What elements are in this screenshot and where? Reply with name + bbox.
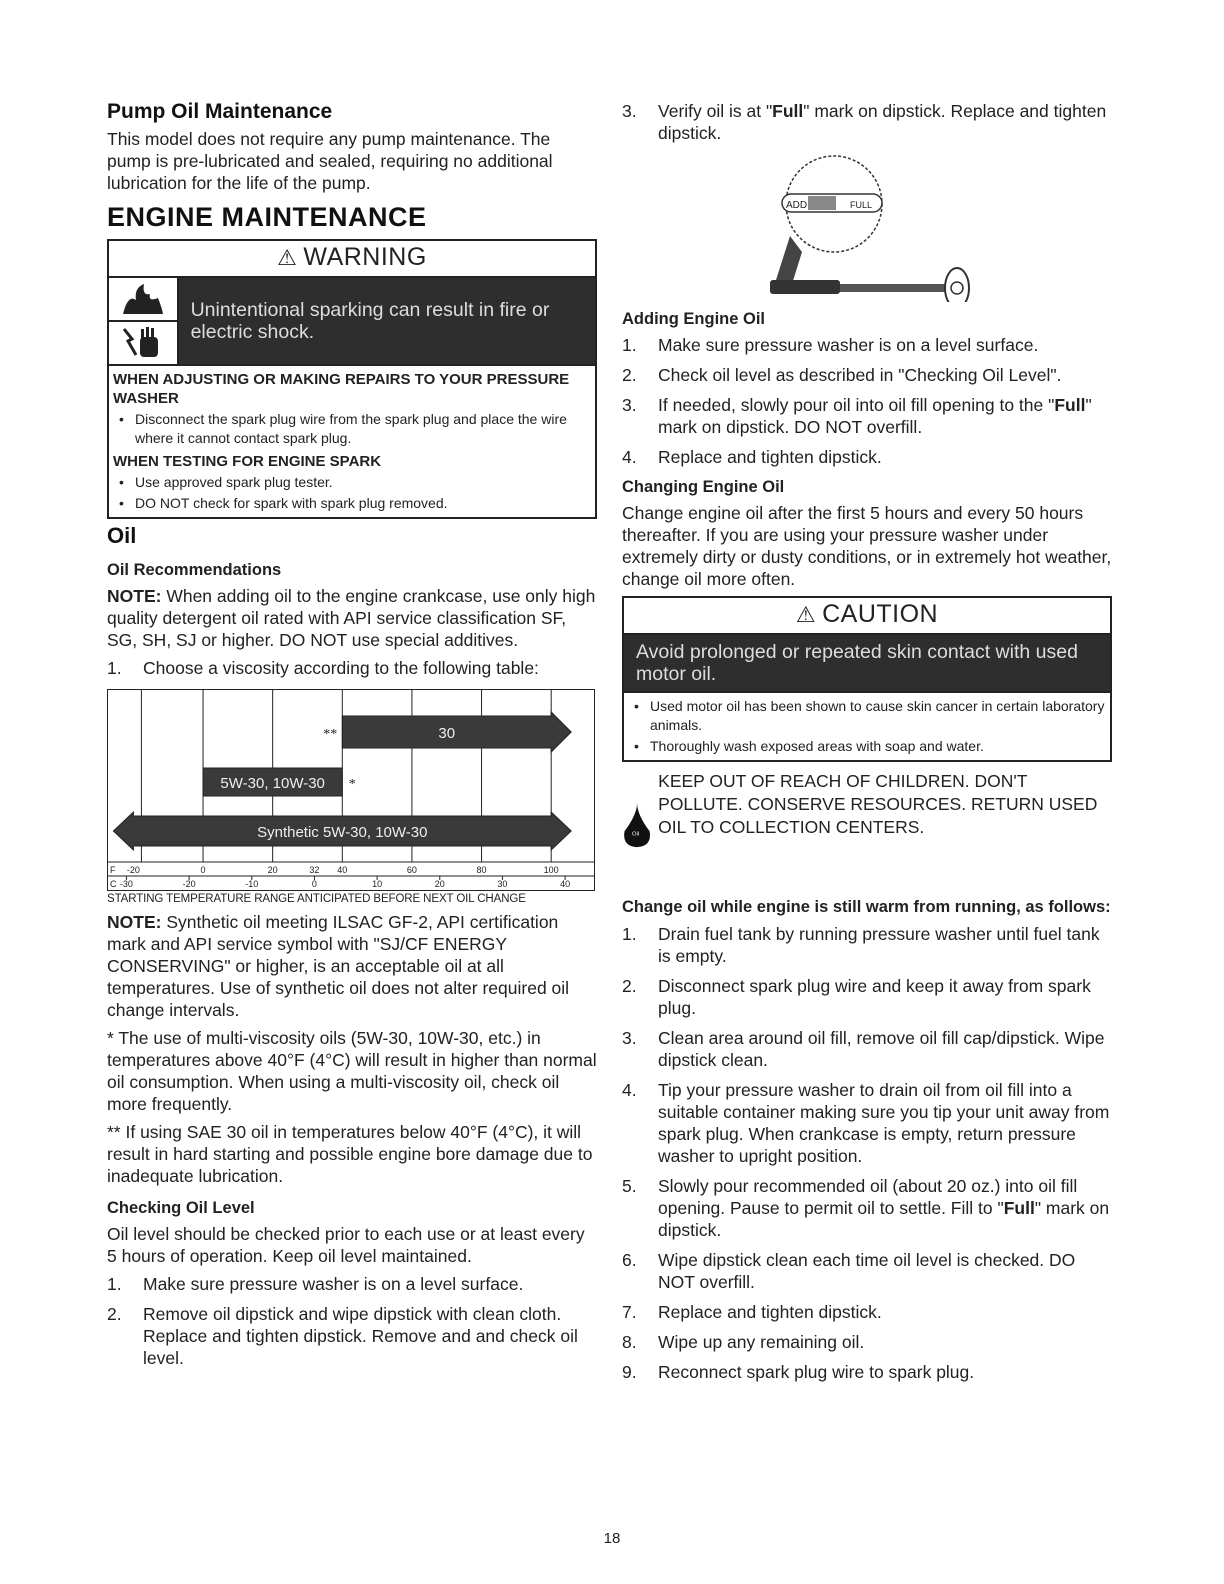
warning-bullet: • Disconnect the spark plug wire from the spark plug and place the wire where it cannot contact spark plug. xyxy=(113,410,595,448)
warning-header xyxy=(109,241,595,276)
warning-bullet: • Use approved spark plug tester. xyxy=(113,473,595,492)
step-bold: Full xyxy=(772,101,804,121)
checking-steps xyxy=(107,1273,597,1369)
step-number: 9. xyxy=(622,1362,637,1382)
caution-bullet: • Thoroughly wash exposed areas with soap and water. xyxy=(628,737,1110,756)
chart-caption: STARTING TEMPERATURE RANGE ANTICIPATED BEFORE NEXT OIL CHANGE xyxy=(107,893,526,905)
pump-oil-text: This model does not require any pump maintenance. The pump is pre-lubricated and sealed, requiring no additional lubrication for the life of the pump. xyxy=(107,129,553,193)
step-text: Reconnect spark plug wire to spark plug. xyxy=(658,1362,975,1382)
viscosity-note-marker: * xyxy=(348,777,356,792)
list-item xyxy=(107,657,597,679)
step-number: 2. xyxy=(622,365,637,385)
step-number: 1. xyxy=(622,335,637,355)
step-text: " mark on dipstick. DO NOT overfill. xyxy=(658,395,1092,437)
caution-header xyxy=(624,598,1110,633)
warning-bullet: • DO NOT check for spark with spark plug removed. xyxy=(113,494,595,513)
chart-f-tick: 80 xyxy=(476,865,487,875)
chart-c-tick: 10 xyxy=(372,879,383,889)
electric-shock-icon xyxy=(109,322,177,364)
page-number: 18 xyxy=(603,1530,621,1547)
warning-bar xyxy=(109,276,595,366)
chart-c-tick: 20 xyxy=(434,879,445,889)
step-text: Wipe up any remaining oil. xyxy=(658,1332,865,1352)
step-number: 7. xyxy=(622,1302,637,1322)
list-item xyxy=(107,1273,597,1295)
list-item xyxy=(622,1249,1112,1293)
warning-icons xyxy=(109,278,179,364)
list-item xyxy=(107,1303,597,1369)
changing-oil-text: Change engine oil after the first 5 hours and every 50 hours thereafter. If you are using your pressure washer under extremely dirty or dusty conditions, or in extremely hot weather, change oil more often. xyxy=(622,503,1112,589)
dipstick-add-label: ADD xyxy=(786,200,808,211)
chart-c-tick: -20 xyxy=(182,879,196,889)
left-column xyxy=(107,100,597,1377)
dipstick-full-label: FULL xyxy=(850,200,873,210)
step-text: Check oil level as described in "Checking Oil Level". xyxy=(658,365,1062,385)
fire-icon xyxy=(109,278,177,322)
step-text: Verify oil is at " xyxy=(658,101,773,121)
step-text: Disconnect spark plug wire and keep it away from spark plug. xyxy=(658,976,1091,1018)
note-text: Synthetic oil meeting ILSAC GF-2, API certification mark and API service symbol with "SJ/CF ENERGY CONSERVING" or higher, is an acceptable oil at all temperatures. Use of synthetic oil does not alter required oil change intervals. xyxy=(107,912,570,1020)
viscosity-bar-label: 30 xyxy=(438,725,456,742)
step-number: 1. xyxy=(622,924,637,944)
list-item xyxy=(622,923,1112,967)
dipstick-icon xyxy=(762,152,1022,302)
recycle-text: KEEP OUT OF REACH OF CHILDREN. DON'T POLLUTE. CONSERVE RESOURCES. RETURN USED OIL TO COLLECTION CENTERS. xyxy=(658,771,1098,837)
footnote-2: ** If using SAE 30 oil in temperatures below 40°F (4°C), it will result in hard starting and possible engine bore damage due to inadequate lubrication. xyxy=(107,1122,593,1186)
chart-f-label: F xyxy=(110,865,116,875)
list-item xyxy=(622,394,1112,438)
recycle-notice xyxy=(622,770,1112,880)
step-text: Remove oil dipstick and wipe dipstick with clean cloth. Replace and tighten dipstick. Remove and and check oil level. xyxy=(143,1304,578,1368)
step-number: 4. xyxy=(622,447,637,467)
step-number: 1. xyxy=(107,1274,122,1294)
warning-title: WARNING xyxy=(303,243,427,271)
step-number: 8. xyxy=(622,1332,637,1352)
footnote-1: * The use of multi-viscosity oils (5W-30, 10W-30, etc.) in temperatures above 40°F (4°C) will result in higher than normal oil consumption. When using a multi-viscosity oil, check oil more frequently. xyxy=(107,1028,597,1114)
list-item xyxy=(622,1079,1112,1167)
verify-step xyxy=(622,100,1112,144)
step-number: 2. xyxy=(107,1304,122,1324)
warning-message: Unintentional sparking can result in fire or electric shock. xyxy=(190,299,550,343)
step-text: Choose a viscosity according to the following table: xyxy=(143,658,539,678)
warning-bullets-1 xyxy=(109,410,595,448)
oil-title: Oil xyxy=(107,523,137,548)
oil-recommendations-title: Oil Recommendations xyxy=(107,561,282,579)
note-label: NOTE: xyxy=(107,912,162,932)
list-item xyxy=(622,975,1112,1019)
engine-maintenance-title: ENGINE MAINTENANCE xyxy=(107,202,427,232)
warm-steps xyxy=(622,923,1112,1383)
warning-triangle-icon: ⚠ xyxy=(277,245,298,270)
viscosity-bar-label: 5W-30, 10W-30 xyxy=(220,775,325,792)
chart-f-tick: 100 xyxy=(543,865,559,875)
chart-c-tick: 30 xyxy=(497,879,508,889)
step-text: If needed, slowly pour oil into oil fill opening to the " xyxy=(658,395,1055,415)
change-warm-title: Change oil while engine is still warm from running, as follows: xyxy=(622,898,1111,916)
caution-message: Avoid prolonged or repeated skin contact with used motor oil. xyxy=(636,641,1078,685)
step-text: Make sure pressure washer is on a level surface. xyxy=(143,1274,524,1294)
caution-triangle-icon: ⚠ xyxy=(795,602,817,627)
viscosity-bar-label: Synthetic 5W-30, 10W-30 xyxy=(257,824,428,841)
step-text: Replace and tighten dipstick. xyxy=(658,1302,882,1322)
step-text: Drain fuel tank by running pressure washer until fuel tank is empty. xyxy=(658,924,1100,966)
viscosity-step xyxy=(107,657,597,679)
chart-f-tick: 20 xyxy=(267,865,278,875)
list-item xyxy=(622,1331,1112,1353)
viscosity-bar xyxy=(342,712,571,752)
caution-bar xyxy=(624,633,1110,693)
chart-c-label: C xyxy=(110,879,117,889)
checking-oil-title: Checking Oil Level xyxy=(107,1199,255,1217)
step-text: Make sure pressure washer is on a level surface. xyxy=(658,335,1039,355)
step-number: 3. xyxy=(622,395,637,415)
step-text: " mark on dipstick. xyxy=(658,1198,1110,1240)
changing-oil-title: Changing Engine Oil xyxy=(622,478,785,496)
note-label: NOTE: xyxy=(107,586,162,606)
caution-box xyxy=(622,596,1112,762)
viscosity-chart xyxy=(107,689,595,891)
step-text: Replace and tighten dipstick. xyxy=(658,447,882,467)
chart-c-tick: 40 xyxy=(560,879,571,889)
note-2 xyxy=(107,911,597,1021)
caution-bullet: • Used motor oil has been shown to cause skin cancer in certain laboratory animals. xyxy=(628,697,1110,735)
step-bold: Full xyxy=(1054,395,1086,415)
chart-f-tick: 0 xyxy=(200,865,206,875)
warning-heading-1: WHEN ADJUSTING OR MAKING REPAIRS TO YOUR PRESSURE WASHER xyxy=(113,371,570,407)
step-number: 1. xyxy=(107,658,122,678)
caution-title: CAUTION xyxy=(822,600,939,628)
step-number: 3. xyxy=(622,1028,637,1048)
note-text: When adding oil to the engine crankcase, use only high quality detergent oil rated with API service classification SF, SG, SH, SJ or higher. DO NOT use special additives. xyxy=(107,586,596,650)
chart-f-tick: 40 xyxy=(337,865,348,875)
step-bold: Full xyxy=(1003,1198,1035,1218)
step-text: Wipe dipstick clean each time oil level is checked. DO NOT overfill. xyxy=(658,1250,1076,1292)
list-item xyxy=(622,446,1112,468)
oil-drop-recycle-icon xyxy=(622,770,652,880)
step-number: 6. xyxy=(622,1250,637,1270)
step-number: 3. xyxy=(622,101,637,121)
chart-c-tick: -10 xyxy=(245,879,259,889)
note-1 xyxy=(107,585,597,651)
warning-heading-2: WHEN TESTING FOR ENGINE SPARK xyxy=(113,453,382,470)
warning-box xyxy=(107,239,597,519)
caution-bullets xyxy=(624,697,1110,756)
step-number: 5. xyxy=(622,1176,637,1196)
list-item xyxy=(622,1301,1112,1323)
checking-oil-text: Oil level should be checked prior to each use or at least every 5 hours of operation. Keep oil level maintained. xyxy=(107,1224,585,1266)
list-item xyxy=(622,364,1112,386)
dipstick-illustration xyxy=(762,152,1112,302)
right-column xyxy=(622,100,1112,1391)
step-text: Slowly pour recommended oil (about 20 oz.) into oil fill opening. Pause to permit oil to settle. Fill to " xyxy=(658,1176,1078,1218)
oil-drop-label: Oil xyxy=(632,831,640,838)
viscosity-chart-svg xyxy=(108,690,594,890)
list-item xyxy=(622,1175,1112,1241)
chart-f-tick: 60 xyxy=(406,865,417,875)
pump-oil-title: Pump Oil Maintenance xyxy=(107,100,333,123)
viscosity-note-marker: ** xyxy=(323,727,338,742)
chart-c-tick: 0 xyxy=(311,879,317,889)
step-text: Tip your pressure washer to drain oil from oil fill into a suitable container making sure you tip your unit away from spark plug. When crankcase is empty, return pressure washer to upright position. xyxy=(658,1080,1110,1166)
step-number: 4. xyxy=(622,1080,637,1100)
warning-bullets-2 xyxy=(109,473,595,513)
chart-c-tick: -30 xyxy=(119,879,133,889)
step-text: " mark on dipstick. Replace and tighten dipstick. xyxy=(658,101,1107,143)
chart-f-tick: 32 xyxy=(309,865,320,875)
list-item xyxy=(622,1361,1112,1383)
adding-oil-title: Adding Engine Oil xyxy=(622,310,765,328)
list-item xyxy=(622,334,1112,356)
chart-f-tick: -20 xyxy=(126,865,140,875)
step-number: 2. xyxy=(622,976,637,996)
step-text: Clean area around oil fill, remove oil fill cap/dipstick. Wipe dipstick clean. xyxy=(658,1028,1105,1070)
adding-steps xyxy=(622,334,1112,468)
list-item xyxy=(622,100,1112,144)
list-item xyxy=(622,1027,1112,1071)
